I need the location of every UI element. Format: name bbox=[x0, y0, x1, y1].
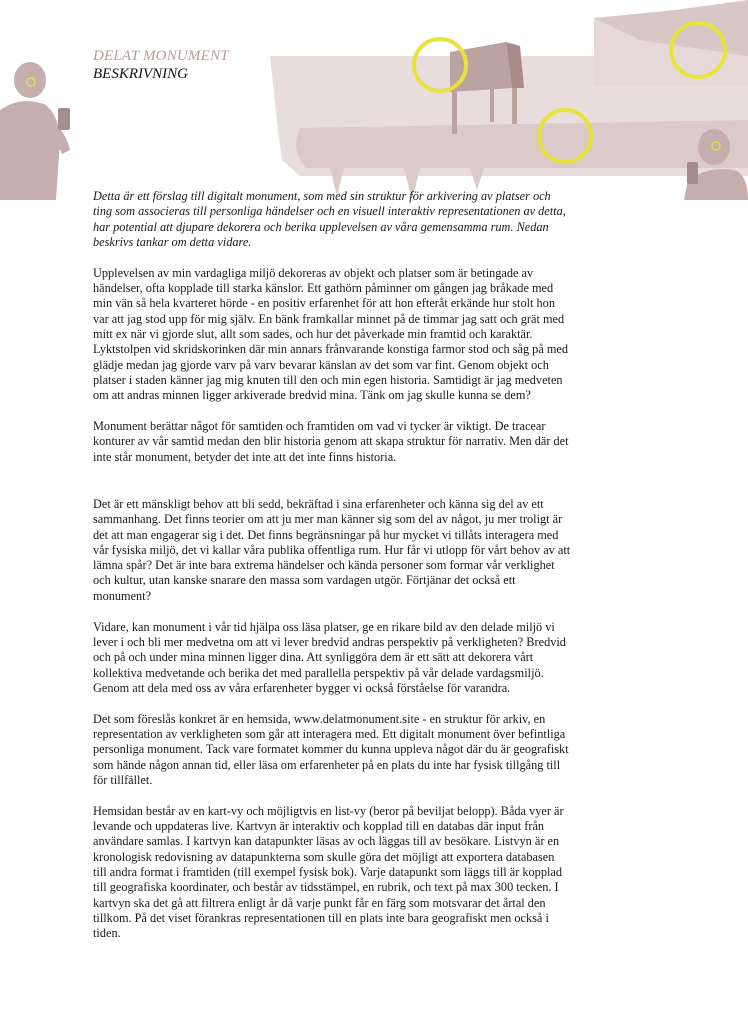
body-paragraph: Hemsidan består av en kart-vy och möjligtvis en list-vy (beror på beviljat belopp). Båda vyer är levande och uppdateras live. Kartvyn är interaktiv och kopplad till en databas där input från användare samlas. I kartvyn kan datapunkter läsas av och läggas till av besökare. Listvyn är en kronologisk redovisning av datapunkterna som skulle göra det möjligt att exportera databasen till andra format i framtiden (till exempel fysisk bok). Varje datapunkt som läggs till är kopplad till geografiska koordinater, och består av tidsstämpel, en rubrik, och text på max 300 tecken. I kartvyn ska det gå att filtrera enligt år då varje punkt får en färg som motsvarar det årtal den tillkom. På det viset förankras representationen till en plats inte bara geografiskt men också i tiden. bbox=[93, 803, 564, 941]
document-title: DELAT MONUMENT bbox=[93, 48, 229, 64]
document-body bbox=[93, 189, 571, 957]
body-paragraph: Det är ett mänskligt behov att bli sedd, bekräftad i sina erfarenheter och känna sig del av ett sammanhang. Det finns teorier om att ju mer man känner sig som del av något, ju mer troligt är det att man engagerar sig i det. Det finns begränsningar på hur mycket vi tillåts interagera med vår fysiska miljö, det vi kallar våra publika offentliga rum. Hur får vi utlopp för vårt behov av att lämna spår? Det är inte bara extrema händelser och kända personer som formar vår verklighet och kultur, utan kanske snarare den massa som vardagen utgör. Förtjänar det också ett monument? bbox=[93, 496, 571, 603]
body-paragraph: Monument berättar något för samtiden och framtiden om vad vi tycker är viktigt. De tracear konturer av vår samtid medan den blir historia genom att skapa struktur för narrativ. Men där det inte står monument, betyder det inte att det inte finns historia. bbox=[93, 419, 569, 464]
body-paragraph: Det som föreslås konkret är en hemsida, www.delatmonument.site - en struktur för arkiv, en representation av verkligheten som går att interagera med. Ett digitalt monument över befintliga personliga monument. Tack vare formatet kommer du kunna uppleva något där du är geografiskt som hände någon annan tid, eller läsa om erfarenheter på en plats du inte har fysisk tillgång till för tillfället. bbox=[93, 711, 569, 787]
header-illustration bbox=[0, 0, 748, 200]
body-paragraph: Vidare, kan monument i vår tid hjälpa oss läsa platser, ge en rikare bild av den delade miljö vi lever i och bli mer medvetna om att vi lever bredvid andras perspektiv på verkligheten? Bredvid och på och under mina minnen ligger dina. Att synliggöra dem är ett sätt att dekorera vårt kollektiva medvetande och berika det med parallella perspektiv på vår delade vardagsmiljö. Genom att dela med oss av våra erfarenheter bygger vi också förståelse för varandra. bbox=[93, 619, 566, 695]
document-subtitle: BESKRIVNING bbox=[93, 66, 188, 82]
intro-paragraph: Detta är ett förslag till digitalt monument, som med sin struktur för arkivering av platser och ting som associeras till personliga händelser och en visuell interaktiv representationen av detta, har potential att djupare dekorera och berika upplevelsen av våra gemensamma rum. Nedan beskrivs tankar om detta vidare. bbox=[93, 189, 566, 249]
body-paragraph: Upplevelsen av min vardagliga miljö dekoreras av objekt och platser som är betingade av händelser, ofta kopplade till starka känslor. Ett gathörn påminner om gången jag bråkade med min vän så hela kvarteret hörde - en positiv erfarenhet för att hon efteråt erkände hur stolt hon var att jag stod upp för mig själv. En bänk framkallar minnet på de timmar jag satt och grät med mitt ex när vi gjorde slut, allt som sades, och hur det påverkade min framtid och karaktär. Lyktstolpen vid skridskorinken där min annars frånvarande konstiga farmor stod och såg på med glädje medan jag gjorde varv på varv bevarar känslan av det som var fint. Genom objekt och platser i staden känner jag mig knuten till den och min egen historia. Samtidigt är jag medveten om att andras minnen ligger arkiverade bredvid mina. Tänk om jag skulle kunna se dem? bbox=[93, 265, 569, 403]
